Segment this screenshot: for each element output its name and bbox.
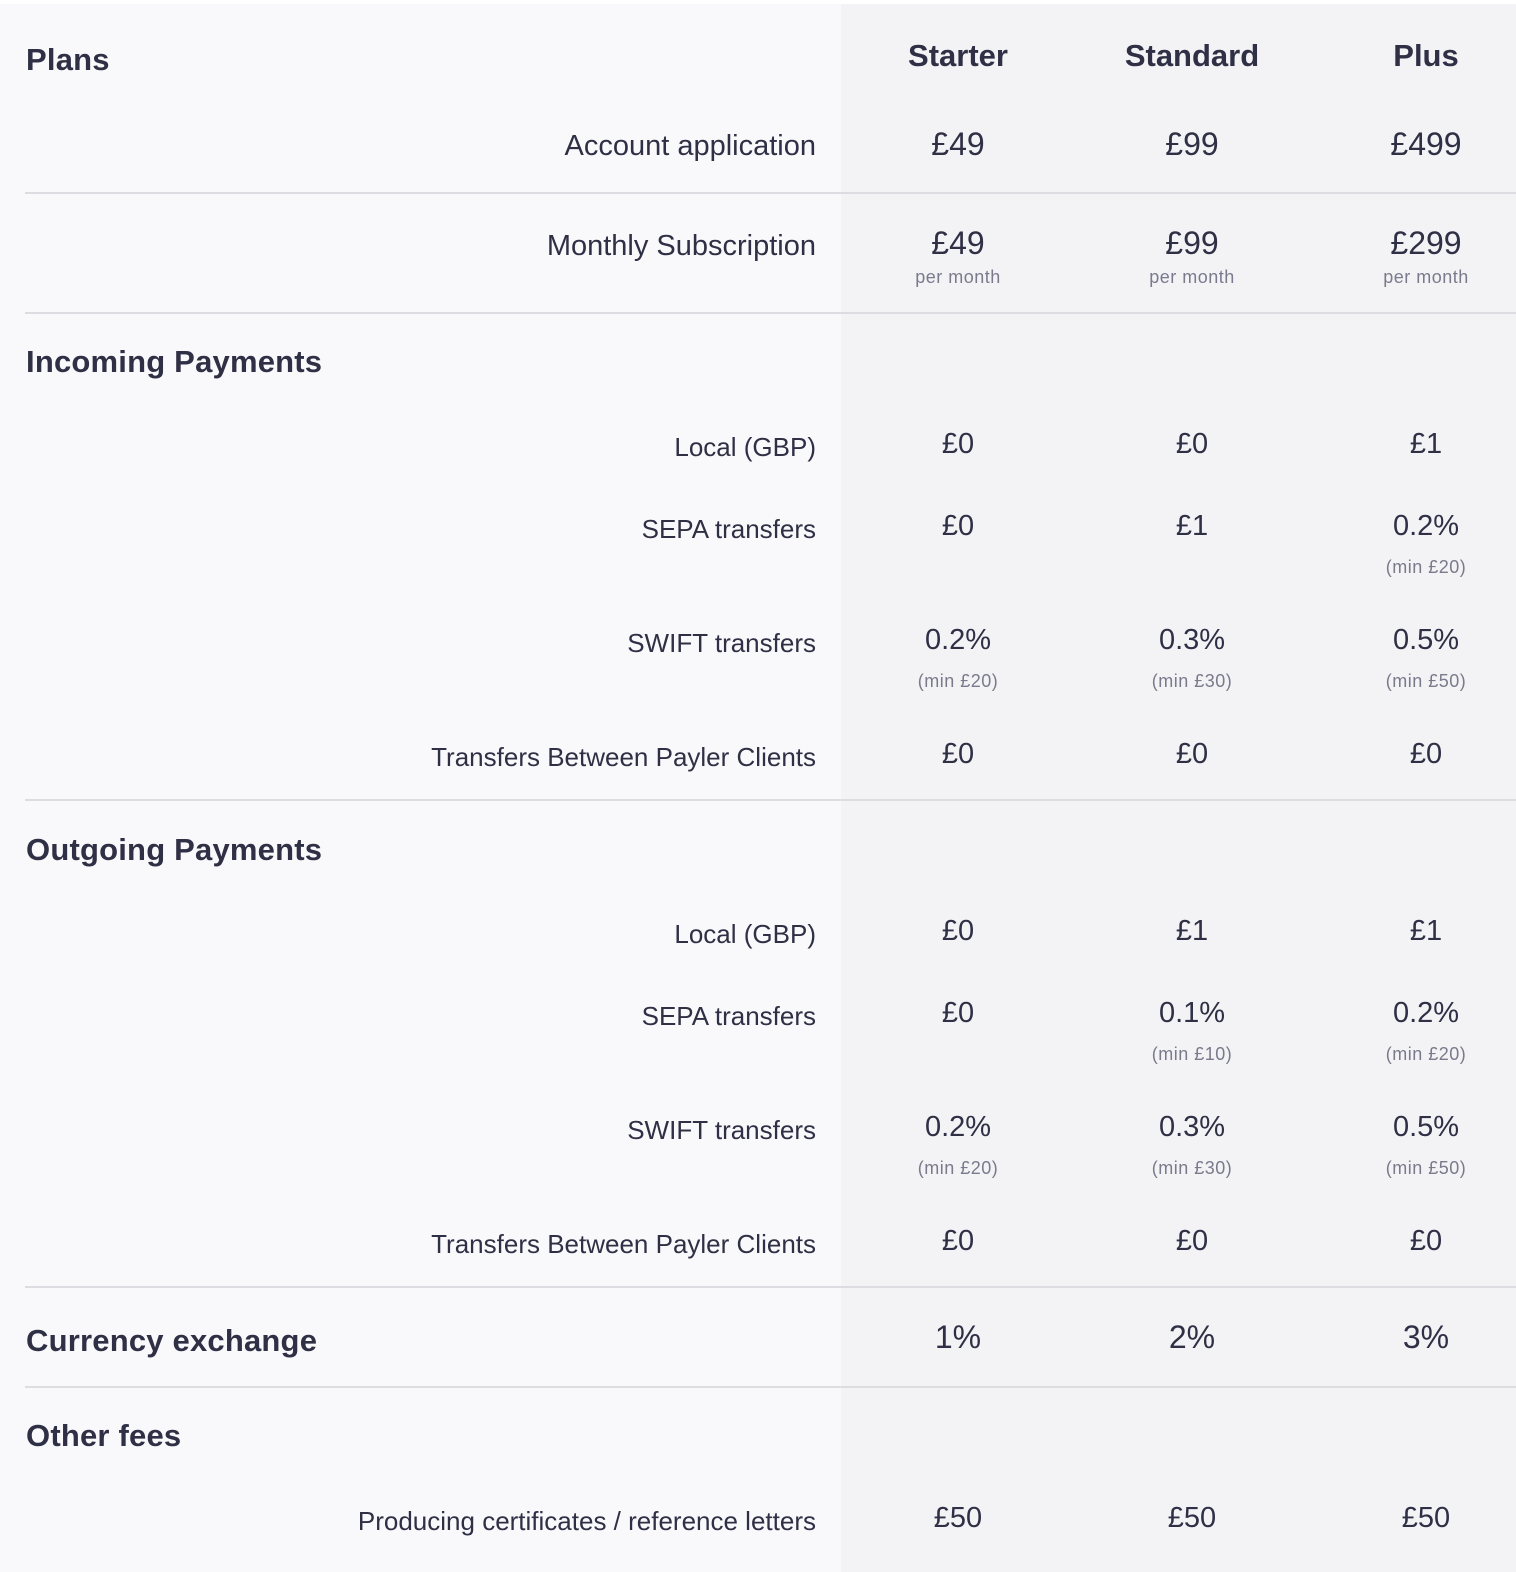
incoming-local-plus: £1 xyxy=(1409,428,1443,460)
divider xyxy=(25,312,1516,314)
incoming-payments-heading: Incoming Payments xyxy=(26,344,323,379)
incoming-sepa-label: SEPA transfers xyxy=(641,514,816,544)
outgoing-swift-starter: 0.2% xyxy=(924,1111,992,1143)
incoming-payler-starter: £0 xyxy=(941,738,975,770)
monthly-subscription-starter: £49 xyxy=(931,225,985,261)
incoming-sepa-plus: 0.2% xyxy=(1392,510,1460,542)
incoming-swift-standard: 0.3% xyxy=(1158,624,1226,656)
incoming-swift-starter-min: (min £20) xyxy=(917,671,999,691)
incoming-sepa-plus-min: (min £20) xyxy=(1385,557,1467,577)
account-application-plus: £499 xyxy=(1390,126,1462,162)
incoming-payler-standard: £0 xyxy=(1175,738,1209,770)
other-fees-heading: Other fees xyxy=(26,1418,182,1453)
outgoing-sepa-starter: £0 xyxy=(941,997,975,1029)
outgoing-sepa-plus-min: (min £20) xyxy=(1385,1044,1467,1064)
incoming-payler-plus: £0 xyxy=(1409,738,1443,770)
monthly-subscription-label: Monthly Subscription xyxy=(546,230,816,262)
outgoing-sepa-label: SEPA transfers xyxy=(641,1001,816,1031)
per-month-note-plus: per month xyxy=(1383,267,1469,287)
incoming-swift-label: SWIFT transfers xyxy=(627,628,816,658)
plan-name-plus: Plus xyxy=(1393,38,1459,73)
outgoing-sepa-standard-min: (min £10) xyxy=(1151,1044,1233,1064)
plan-name-standard: Standard xyxy=(1124,38,1260,73)
per-month-note-standard: per month xyxy=(1149,267,1235,287)
outgoing-payler-label: Transfers Between Payler Clients xyxy=(431,1229,816,1259)
currency-exchange-heading: Currency exchange xyxy=(26,1323,318,1358)
outgoing-sepa-plus: 0.2% xyxy=(1392,997,1460,1029)
divider xyxy=(25,192,1516,194)
incoming-swift-starter: 0.2% xyxy=(924,624,992,656)
incoming-swift-plus: 0.5% xyxy=(1392,624,1460,656)
outgoing-payler-plus: £0 xyxy=(1409,1225,1443,1257)
outgoing-payler-standard: £0 xyxy=(1175,1225,1209,1257)
outgoing-swift-standard-min: (min £30) xyxy=(1151,1158,1233,1178)
certificates-plus: £50 xyxy=(1401,1502,1451,1534)
outgoing-payments-heading: Outgoing Payments xyxy=(26,832,323,867)
currency-exchange-starter: 1% xyxy=(934,1319,982,1355)
divider xyxy=(25,1286,1516,1288)
incoming-local-standard: £0 xyxy=(1175,428,1209,460)
divider xyxy=(25,1386,1516,1388)
divider xyxy=(25,799,1516,801)
outgoing-swift-starter-min: (min £20) xyxy=(917,1158,999,1178)
incoming-swift-plus-min: (min £50) xyxy=(1385,671,1467,691)
account-application-standard: £99 xyxy=(1165,126,1219,162)
outgoing-payler-starter: £0 xyxy=(941,1225,975,1257)
incoming-swift-standard-min: (min £30) xyxy=(1151,671,1233,691)
currency-exchange-plus: 3% xyxy=(1402,1319,1450,1355)
incoming-local-label: Local (GBP) xyxy=(674,432,816,462)
account-application-label: Account application xyxy=(564,130,816,162)
outgoing-sepa-standard: 0.1% xyxy=(1158,997,1226,1029)
certificates-standard: £50 xyxy=(1167,1502,1217,1534)
outgoing-swift-plus-min: (min £50) xyxy=(1385,1158,1467,1178)
outgoing-local-starter: £0 xyxy=(941,915,975,947)
account-application-starter: £49 xyxy=(931,126,985,162)
certificates-label: Producing certificates / reference letters xyxy=(357,1506,816,1536)
outgoing-local-plus: £1 xyxy=(1409,915,1443,947)
incoming-sepa-starter: £0 xyxy=(941,510,975,542)
plans-heading: Plans xyxy=(26,42,110,77)
outgoing-local-label: Local (GBP) xyxy=(674,919,816,949)
outgoing-local-standard: £1 xyxy=(1175,915,1209,947)
incoming-sepa-standard: £1 xyxy=(1175,510,1209,542)
currency-exchange-standard: 2% xyxy=(1168,1319,1216,1355)
certificates-starter: £50 xyxy=(933,1502,983,1534)
per-month-note-starter: per month xyxy=(915,267,1001,287)
outgoing-swift-standard: 0.3% xyxy=(1158,1111,1226,1143)
pricing-table xyxy=(0,4,1516,1572)
incoming-local-starter: £0 xyxy=(941,428,975,460)
plan-name-starter: Starter xyxy=(908,38,1008,73)
monthly-subscription-standard: £99 xyxy=(1165,225,1219,261)
incoming-payler-label: Transfers Between Payler Clients xyxy=(431,742,816,772)
outgoing-swift-plus: 0.5% xyxy=(1392,1111,1460,1143)
monthly-subscription-plus: £299 xyxy=(1390,225,1462,261)
outgoing-swift-label: SWIFT transfers xyxy=(627,1115,816,1145)
